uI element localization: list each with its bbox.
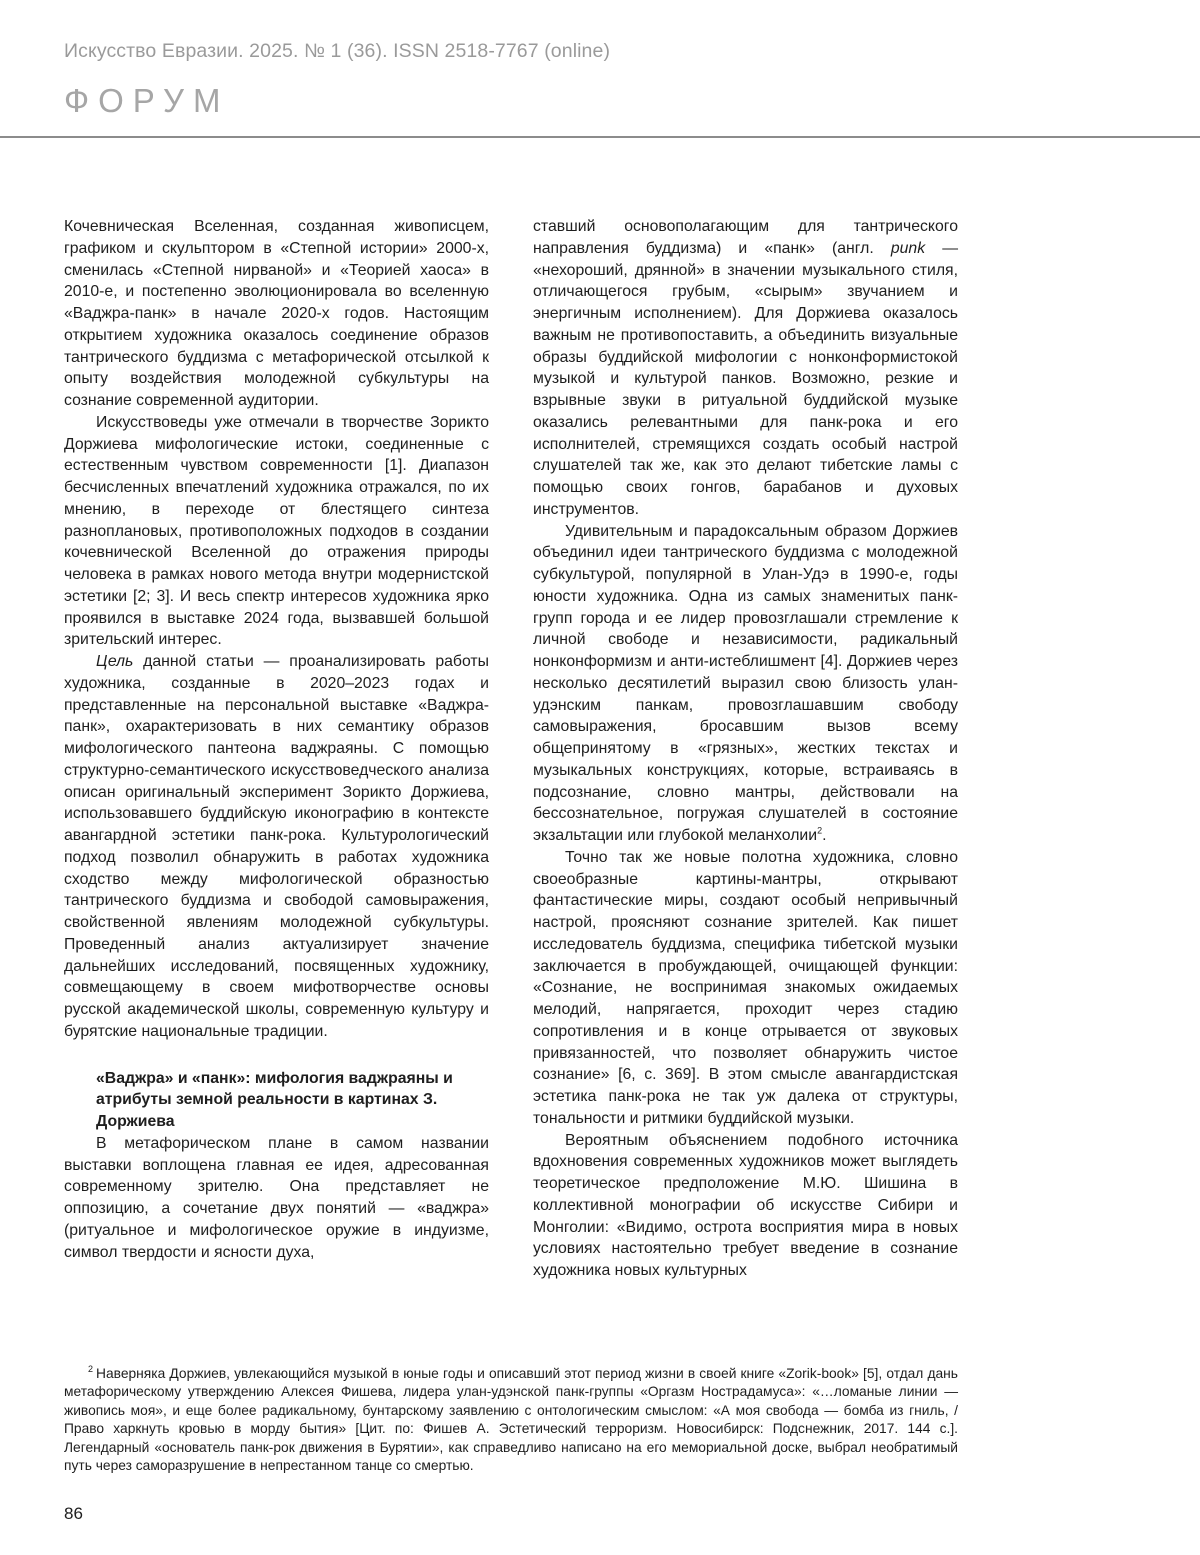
page-number: 86	[64, 1504, 83, 1523]
footnote	[64, 1365, 958, 1475]
paragraph-text: — «нехороший, дрянной» в значении музыкального стиля, отличающегося грубым, «сырым» звучанием и энергичным исполнением). Для Доржиева оказалось важным не противопоставить, а объединить визуальные образы буддийской мифологии с нонконформистокой музыкой и культурой панков. Возможно, резкие и взрывные звуки в ритуальной буддийской музыке оказались релевантными для панк-рока и его исполнителей, стремящихся создать особый настрой слушателей так же, как это делают тибетские ламы с помощью своих гонгов, барабанов и духовых инструментов.	[533, 239, 959, 518]
header-rule	[0, 136, 1200, 138]
paragraph-text: .	[822, 827, 827, 844]
italic-term: punk	[890, 239, 926, 257]
paragraph	[533, 521, 958, 847]
paragraph-text: ставший основополагающим для тантрического направления буддизма) и «панк» (англ.	[533, 218, 958, 257]
paragraph: Искусствоведы уже отмечали в творчестве Зорикто Доржиева мифологические истоки, соединенные с естественным чувством современности [1]. Диапазон бесчисленных впечатлений художника отражался, по их мнению, в переходе от блестящего синтеза разноплановых, противоположных подходов в создании кочевнической Вселенной до отражения природы человека в рамках нового метода внутри модернистской эстетики [2; 3]. И весь спектр интересов художника ярко проявился в выставке 2024 года, вызвавшей большой зрительский интерес.	[64, 413, 489, 649]
italic-term: Цель	[96, 653, 134, 670]
footnote-ref[interactable]: 2	[817, 825, 823, 836]
section-title: ФОРУМ	[64, 82, 230, 119]
running-head: Искусство Евразии. 2025. № 1 (36). ISSN 2518-7767 (online)	[64, 40, 611, 62]
paragraph-text: Удивительным и парадоксальным образом Доржиев объединил идеи тантрического буддизма с молодежной субкультурой, популярной в Улан-Удэ в 1990-е, годы юности художника. Одна из самых знаменитых панк-групп города и ее лидер провозглашали стремление к личной свободе и независимости, радикальный нонконформизм и анти-истеблишмент [4]. Доржиев через несколько десятилетий выразил свою близость улан-удэнским панкам, провозглашавшим свободу самовыражения, бросавшим вызов всему общепринятому в «грязных», жестких текстах и музыкальных конструкциях, которые, встраиваясь в подсознание, словно мантры, действовали на бессознательное, погружая слушателей в состояние экзальтации или глубокой меланхолии	[533, 522, 958, 844]
left-column	[64, 216, 489, 1263]
paragraph: Вероятным объяснением подобного источника вдохновения современных художников может выглядеть теоретическое предположение М.Ю. Шишина в коллективной монографии об искусстве Сибири и Монголии: «Видимо, острота восприятия мира в новых условиях настоятельно требует введение в сознание художника новых культурных	[533, 1131, 958, 1279]
footnote-text: Наверняка Доржиев, увлекающийся музыкой в юные годы и описавший этот период жизни в своей книге «Zorik-book» [5], отдал дань метафорическому утверждению Алексея Фишева, лидера улан-удэнской панк-группы «Оргазм Нострадамуса»: «…ломаные линии — живопись моя», и еще более радикальному, бунтарскому заявлению с онтологическим смыслом: «А моя свобода — бомба из гниль, / Право харкнуть кровью в морду бытия» [Цит. по: Фишев А. Эстетический терроризм. Новосибирск: Подснежник, 2017. 144 с.]. Легендарный «основатель панк-рок движения в Бурятии», как справедливо написано на его мемориальной доске, выбрал необратимый путь через саморазрушение в непрестанном танце со смертью.	[64, 1366, 958, 1474]
paragraph: Кочевническая Вселенная, созданная живописцем, графиком и скульптором в «Степной истории» 2000-х, сменилась «Степной нирваной» и «Теорией хаоса» в 2010-е, и постепенно эволюционировала во вселенную «Ваджра-панк» в начале 2020-х годов. Настоящим открытием художника оказалось соединение образов тантрического буддизма с метафорической отсылкой к опыту воздействия молодежной субкультуры на сознание современной аудитории.	[64, 218, 489, 409]
paragraph	[533, 216, 958, 521]
paragraph	[64, 651, 489, 1043]
footnote-mark: 2	[88, 1364, 94, 1375]
paragraph: Точно так же новые полотна художника, словно своеобразные картины-мантры, открывают фантастические миры, создают особый непривычный настрой, проясняют сознание зрителей. Как пишет исследователь буддизма, специфика тибетской музыки заключается в пробуждающей, очищающей функции: «Сознание, не воспринимая знакомых ожидаемых мелодий, напрягается, проходит через стадию сопротивления и в конце отрывается от звуковых привязанностей, что позволяет обнаружить чистое сознание» [6, с. 369]. В этом смысле авангардистская эстетика панк-рока не так уж далека от структуры, тональности и ритмики буддийской музыки.	[533, 848, 958, 1127]
right-column	[533, 216, 958, 1282]
paragraph: В метафорическом плане в самом названии выставки воплощена главная ее идея, адресованная современному зрителю. Она представляет не оппозицию, а сочетание двух понятий — «ваджра» (ритуальное и мифологическое оружие в индуизме, символ твердости и ясности духа,	[64, 1134, 489, 1261]
section-heading: «Ваджра» и «панк»: мифология ваджраяны и атрибуты земной реальности в картинах З. Доржиева	[96, 1069, 453, 1130]
paragraph-text: данной статьи — проанализировать работы художника, созданные в 2020–2023 годах и представленные на персональной выставке «Ваджра-панк», охарактеризовать в них семантику образов мифологического пантеона ваджраяны. С помощью структурно-семантического искусствоведческого анализа описан оригинальный эксперимент Зорикто Доржиева, использовавшего буддийскую иконографию в контексте авангардной эстетики панк-рока. Культурологический подход позволил обнаружить в работах художника сходство между мифологической образностью тантрического буддизма и свободой самовыражения, свойственной явлениям молодежной субкультуры. Проведенный анализ актуализирует значение дальнейших исследований, посвященных художнику, совмещающему в своем мифотворчестве основы русской академической школы, современную культуру и бурятские национальные традиции.	[64, 653, 489, 1040]
